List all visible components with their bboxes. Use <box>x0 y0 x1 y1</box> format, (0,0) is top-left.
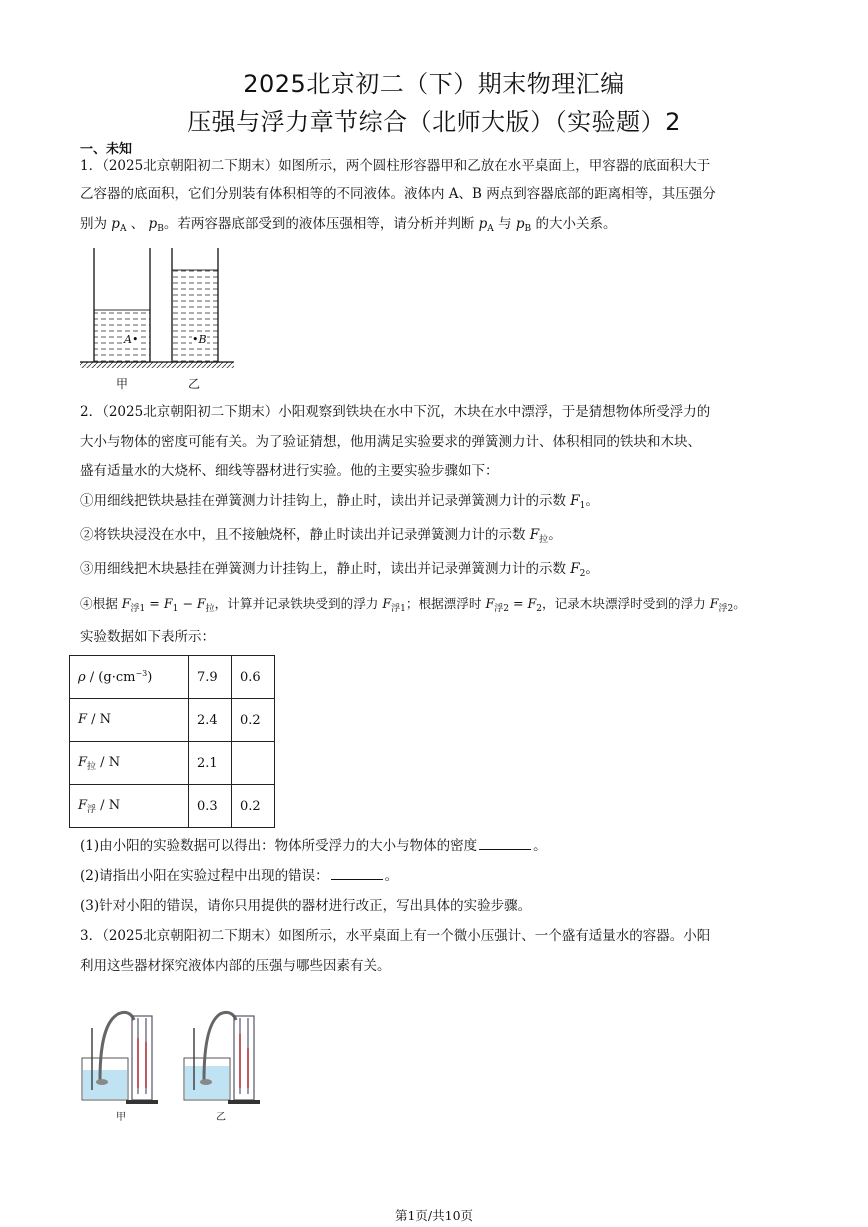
q3-line-1: 3．（2025北京朝阳初二下期末）如图所示，水平桌面上有一个微小压强计、一个盛有适量水的容器。小阳 <box>80 928 711 944</box>
table-cell: 0.2 <box>232 699 275 742</box>
table-cell: 0.6 <box>232 656 275 699</box>
table-cell: 0.3 <box>189 785 232 828</box>
table-cell: 2.1 <box>189 742 232 785</box>
q2-step-4: ④根据 $F_{浮1} = F_1 - F_拉$，计算并记录铁块受到的浮力 $F_{浮1}$；根据漂浮时 $F_{浮2} = F_2$，记录木块漂浮时受到的浮力 $F_{浮2}$。 <box>80 596 746 614</box>
q2-table-intro: 实验数据如下表所示： <box>80 629 215 645</box>
q2-subquestion-3: (3)针对小阳的错误，请你只用提供的器材进行改正，写出具体的实验步骤。 <box>80 898 532 914</box>
q2-line-2: 大小与物体的密度可能有关。为了验证猜想，他用满足实验要求的弹簧测力计、体积相同的铁块和木块、 <box>80 434 701 450</box>
table-cell: 2.4 <box>189 699 232 742</box>
q3-line-2: 利用这些器材探究液体内部的压强与哪些因素有关。 <box>80 958 391 974</box>
q3-pressure-gauge-figure <box>74 1008 274 1108</box>
table-cell: 0.2 <box>232 785 275 828</box>
table-header-cell: F / N <box>70 699 189 742</box>
q2-step-1: ①用细线把铁块悬挂在弹簧测力计挂钩上，静止时，读出并记录弹簧测力计的示数 $F_1$。 <box>80 493 599 511</box>
apparatus-jia <box>82 1012 158 1104</box>
q2-subquestion-1: (1)由小阳的实验数据可以得出：物体所受浮力的大小与物体的密度 。 <box>80 838 547 854</box>
figure-label-yi: 乙 <box>188 377 201 391</box>
page-title: 2025北京初二（下）期末物理汇编 <box>243 70 625 98</box>
experiment-data-table <box>69 655 275 828</box>
q1-line-3: 别为 $p_A$ 、 $p_B$。若两容器底部受到的液体压强相等，请分析并判断 $p_A$ 与 $p_B$ 的大小关系。 <box>80 216 617 234</box>
table-row <box>70 656 275 699</box>
q1-containers-figure <box>76 244 246 394</box>
q2-step-2: ②将铁块浸没在水中，且不接触烧杯，静止时读出并记录弹簧测力计的示数 $F_拉$。 <box>80 527 562 545</box>
answer-blank-1[interactable] <box>479 837 531 850</box>
table-header-cell: $F_拉$ / N <box>70 742 189 785</box>
q1-line-2: 乙容器的底面积，它们分别装有体积相等的不同液体。液体内 A、B 两点到容器底部的距离相等，其压强分 <box>80 186 716 202</box>
point-a-label: A• <box>124 333 139 346</box>
table-row <box>70 742 275 785</box>
table-row <box>70 785 275 828</box>
table-row <box>70 699 275 742</box>
section-heading: 一、未知 <box>80 142 133 157</box>
point-b-label: •B <box>192 333 207 346</box>
figure-label-jia: 甲 <box>116 377 129 391</box>
answer-blank-2[interactable] <box>331 867 383 880</box>
apparatus-yi <box>184 1012 260 1104</box>
q2-line-1: 2．（2025北京朝阳初二下期末）小阳观察到铁块在水中下沉，木块在水中漂浮，于是猜想物体所受浮力的 <box>80 404 711 420</box>
q2-step-3: ③用细线把木块悬挂在弹簧测力计挂钩上，静止时，读出并记录弹簧测力计的示数 $F_2$。 <box>80 561 599 579</box>
q3-figure-label-jia: 甲 <box>116 1112 126 1123</box>
q3-figure-label-yi: 乙 <box>216 1112 226 1123</box>
table-cell <box>232 742 275 785</box>
q2-line-3: 盛有适量水的大烧杯、细线等器材进行实验。他的主要实验步骤如下： <box>80 463 499 479</box>
q1-line-1: 1．（2025北京朝阳初二下期末）如图所示，两个圆柱形容器甲和乙放在水平桌面上，甲容器的底面积大于 <box>80 158 711 174</box>
page-number-footer: 第1页/共10页 <box>394 1208 474 1223</box>
q2-subquestion-2: (2)请指出小阳在实验过程中出现的错误： 。 <box>80 868 399 884</box>
table-cell: 7.9 <box>189 656 232 699</box>
table-header-cell: $F_浮$ / N <box>70 785 189 828</box>
page-subtitle: 压强与浮力章节综合（北师大版）（实验题）2 <box>187 108 681 136</box>
table-header-cell: $\rho / (g\cdot cm^{-3})$ <box>70 656 189 699</box>
